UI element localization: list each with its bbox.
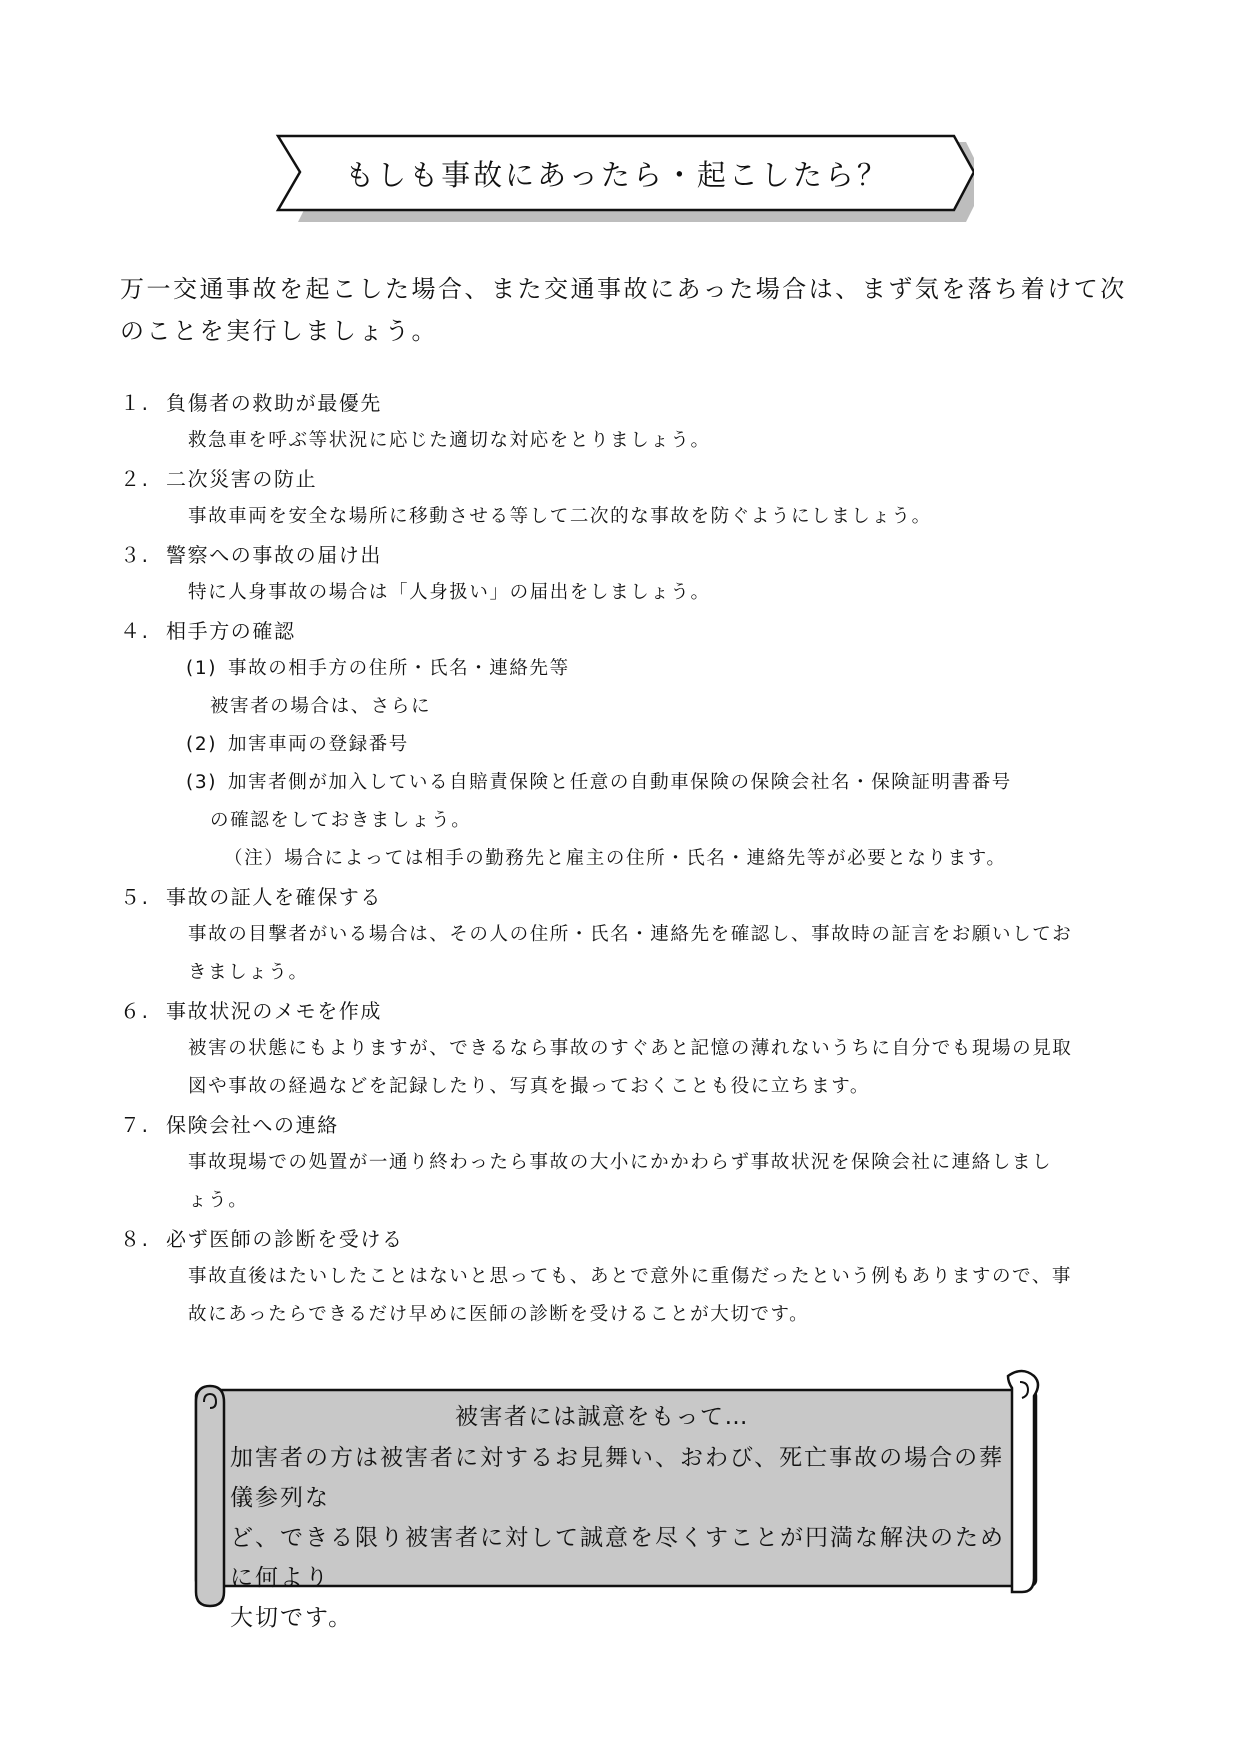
section-number: ２. [120,467,150,491]
section-heading [120,460,1130,498]
section-title: 警察への事故の届け出 [166,543,382,567]
section-number: ８. [120,1227,150,1251]
section-title: 二次災害の防止 [166,467,318,491]
section-7 [120,1106,1130,1220]
sub-item [120,726,1130,764]
scroll-callout [182,1368,1052,1631]
section-1 [120,384,1130,460]
section-number: ７. [120,1113,150,1137]
section-number: ６. [120,999,150,1023]
section-number: １. [120,391,150,415]
section-title: 保険会社への連絡 [166,1113,339,1137]
section-3 [120,536,1130,612]
scroll-line: 大切です。 [230,1605,354,1631]
section-text: 事故車両を安全な場所に移動させる等して二次的な事故を防ぐようにしましょう。 [188,506,932,527]
section-text: きましょう。 [188,962,309,983]
title-banner [274,134,974,224]
section-list [120,384,1130,1334]
scroll-line: 加害者の方は被害者に対するお見舞い、おわび、死亡事故の場合の葬儀参列な [230,1445,1005,1511]
confirm-text: の確認をしておきましょう。 [210,810,472,831]
section-heading [120,384,1130,422]
section-heading [120,878,1130,916]
section-text: ょう。 [188,1190,249,1211]
section-number: ３. [120,543,150,567]
section-2 [120,460,1130,536]
section-title: 事故状況のメモを作成 [166,999,382,1023]
sub-item [120,650,1130,688]
section-heading [120,992,1130,1030]
scroll-body [230,1438,1010,1638]
section-heading [120,612,1130,650]
section-text: 事故直後はたいしたことはないと思っても、あとで意外に重傷だったという例もありますので、事 [188,1266,1073,1287]
sub-item [120,764,1130,802]
sub-item-text: 加害車両の登録番号 [228,734,409,755]
section-heading [120,1106,1130,1144]
sub-item-mark: (1) [186,658,218,679]
sub-item-text: 事故の相手方の住所・氏名・連絡先等 [228,658,570,679]
sub-item-continuation: 被害者の場合は、さらに [210,696,432,717]
section-text: 被害の状態にもよりますが、できるなら事故のすぐあと記憶の薄れないうちに自分でも現場の見取 [188,1038,1073,1059]
section-number: ４. [120,619,150,643]
section-number: ５. [120,885,150,909]
section-heading [120,536,1130,574]
section-text: 特に人身事故の場合は「人身扱い」の届出をしましょう。 [188,582,711,603]
section-title: 必ず医師の診断を受ける [166,1227,404,1251]
section-6 [120,992,1130,1106]
section-heading [120,1220,1130,1258]
section-text: 図や事故の経過などを記録したり、写真を撮っておくことも役に立ちます。 [188,1076,870,1097]
section-text: 事故の目撃者がいる場合は、その人の住所・氏名・連絡先を確認し、事故時の証言をお願いしてお [188,924,1073,945]
sub-item-mark: (3) [186,772,218,793]
section-8 [120,1220,1130,1334]
intro-paragraph: 万一交通事故を起こした場合、また交通事故にあった場合は、まず気を落ち着けて次のことを実行しましょう。 [120,275,1127,345]
page-title: もしも事故にあったら・起こしたら？ [345,157,889,192]
section-text: 事故現場での処置が一通り終わったら事故の大小にかかわらず事故状況を保険会社に連絡しまし [188,1152,1053,1173]
sub-item-text: 加害者側が加入している自賠責保険と任意の自動車保険の保険会社名・保険証明書番号 [228,772,1012,793]
section-title: 事故の証人を確保する [166,885,382,909]
sub-item-mark: (2) [186,734,218,755]
scroll-line: ど、できる限り被害者に対して誠意を尽くすことが円満な解決のために何より [230,1525,1005,1591]
section-text: 救急車を呼ぶ等状況に応じた適切な対応をとりましょう。 [188,430,711,451]
note-text: （注）場合によっては相手の勤務先と雇主の住所・氏名・連絡先等が必要となります。 [224,848,1007,869]
section-title: 相手方の確認 [166,619,296,643]
section-4 [120,612,1130,878]
section-5 [120,878,1130,992]
section-title: 負傷者の救助が最優先 [166,391,382,415]
scroll-heading: 被害者には誠意をもって… [455,1404,749,1430]
section-text: 故にあったらできるだけ早めに医師の診断を受けることが大切です。 [188,1304,810,1325]
